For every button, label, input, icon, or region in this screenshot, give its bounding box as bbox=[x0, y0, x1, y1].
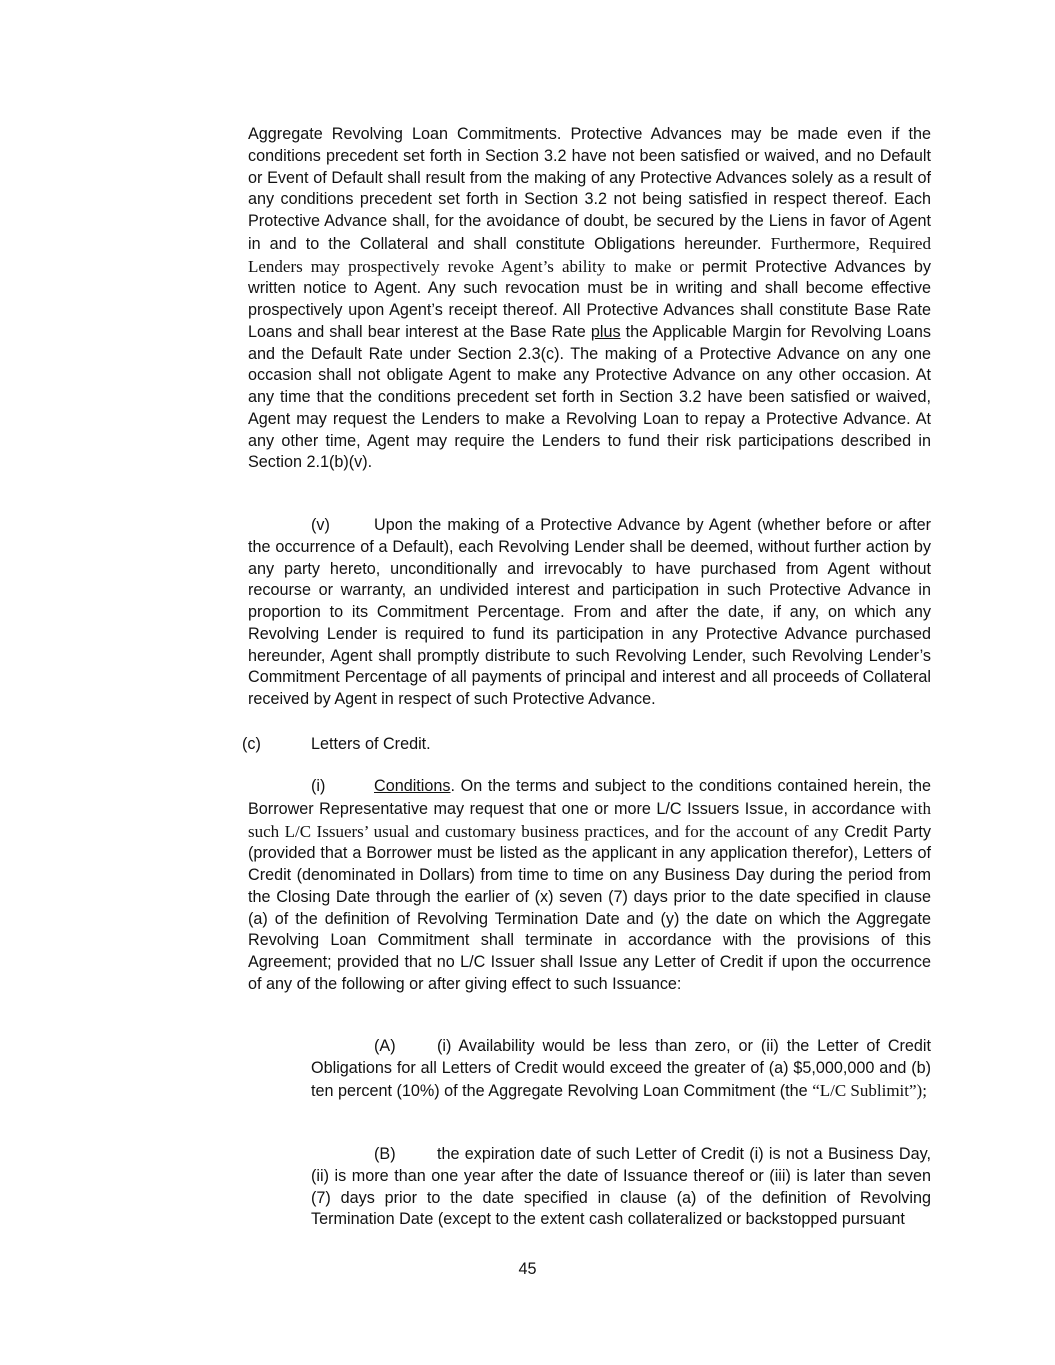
p3-text-1: . On the terms and subject to the conditions contained herein, the Borrower Representative may request that one or more L/C Issuers Issue, in accordance bbox=[248, 777, 931, 818]
p2-text: Upon the making of a Protective Advance by Agent (whether before or after the occurrence of a Default), each Revolving Lender shall be deemed, without further action by any party hereto, unconditionally and irrevocably to have purchased from Agent without recourse or warranty, an undivided interest and participation in such Protective Advance in proportion to its Commitment Percentage. From and after the date, if any, on which any Revolving Lender is required to fund its participation in any Protective Advance purchased hereunder, Agent shall promptly distribute to such Revolving Lender, such Revolving Lender’s Commitment Percentage of all payments of principal and interest and all proceeds of Collateral received by Agent in respect of such Protective Advance. bbox=[248, 516, 931, 708]
p1-text-1: Aggregate Revolving Loan Commitments. Protective Advances may be made even if the conditions precedent set forth in Section 3.2 have not been satisfied or waived, and no Default or Event of Default shall result from the making of any Protective Advances solely as a result of any conditions precedent set forth in Section 3.2 not being satisfied in respect thereof. Each Protective Advance shall, for the avoidance of doubt, be secured by the Liens in favor of Agent in and to the Collateral and shall constitute Obligations hereunder. bbox=[248, 125, 931, 253]
pB-text: the expiration date of such Letter of Credit (i) is not a Business Day, (ii) is more than one year after the date of Issuance thereof or (iii) is later than seven (7) days prior to the date specified in clause (a) of the definition of Revolving Termination Date (except to the extent cash collateralized or backstopped pursuant bbox=[311, 1145, 931, 1229]
p3-title: Conditions bbox=[374, 777, 451, 795]
p1-text-2: Furthermore, Required Lenders may prospectively revoke Agent’s ability to make or bbox=[248, 233, 931, 276]
pA-text-2: “L/C Sublimit”); bbox=[812, 1080, 927, 1100]
paragraph-v-participation bbox=[248, 515, 931, 711]
pA-label: (A) bbox=[374, 1037, 396, 1055]
p2-label: (v) bbox=[311, 516, 330, 534]
p3-text-3: Credit Party (provided that a Borrower must be listed as the applicant in any application therefor), Letters of Credit (denominated in Dollars) from time to time on any Business Day during the period from the Closing Date through the earlier of (x) seven (7) days prior to the date specified in clause (a) of the definition of Revolving Termination Date and (y) the date on which the Aggregate Revolving Loan Commitment shall terminate in accordance with the provisions of this Agreement; provided that no L/C Issuer shall Issue any Letter of Credit if upon the occurrence of any of the following or after giving effect to such Issuance: bbox=[248, 822, 931, 993]
page-number: 45 bbox=[518, 1260, 537, 1278]
paragraph-i-conditions bbox=[248, 776, 931, 996]
heading-c-label: (c) bbox=[242, 735, 261, 753]
p3-label: (i) bbox=[311, 777, 326, 795]
section-heading-letters-of-credit bbox=[242, 734, 431, 756]
paragraph-b-expiration bbox=[311, 1144, 931, 1231]
p1-text-5: the Applicable Margin for Revolving Loans and the Default Rate under Section 2.3(c). The making of a Protective Advance on any one occasion shall not obligate Agent to make any Protective Advance on any other occasion. At any time that the conditions precedent set forth in Section 3.2 have been satisfied or waived, Agent may request the Lenders to make a Revolving Loan to repay a Protective Advance. At any other time, Agent may require the Lenders to fund their risk participations described in Section 2.1(b)(v). bbox=[248, 322, 931, 472]
paragraph-a-availability bbox=[311, 1036, 931, 1102]
p3-text-2: with such L/C Issuers’ usual and customary business practices, and for the account of any bbox=[248, 798, 931, 841]
pA-text-1: (i) Availability would be less than zero, or (ii) the Letter of Credit Obligations for all Letters of Credit would exceed the greater of (a) $5,000,000 and (b) ten percent (10%) of the Aggregate Revolving Loan Commitment (the bbox=[311, 1037, 931, 1100]
p1-plus-term: plus bbox=[590, 322, 621, 341]
heading-c-text: Letters of Credit. bbox=[311, 735, 431, 753]
p1-text-3: permit Protective Advances by written notice to Agent. Any such revocation must be in writing and shall become effective prospectively upon Agent’s receipt thereof. All Protective Advances shall constitute Base Rate Loans and shall bear interest at the Base Rate bbox=[248, 257, 931, 341]
pB-label: (B) bbox=[374, 1145, 396, 1163]
paragraph-protective-advances bbox=[248, 124, 931, 474]
